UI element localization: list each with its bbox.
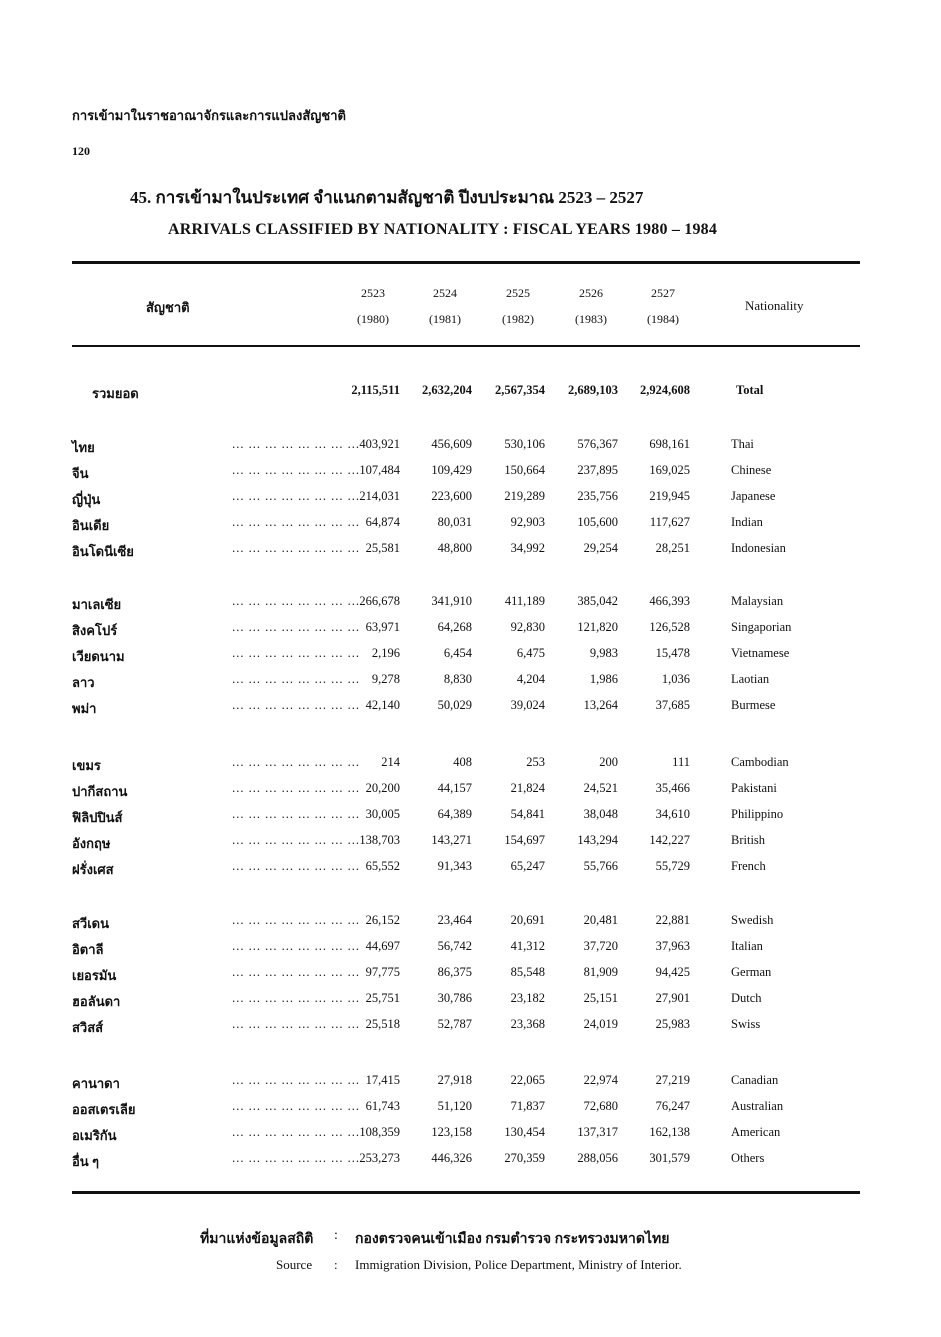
table-cell: 1,036: [661, 672, 690, 686]
table-cell: 154,697: [504, 833, 545, 847]
dot-leader: ... ... ... ... ... ... ... ...: [232, 913, 360, 927]
nationality-english: Dutch: [731, 991, 762, 1005]
table-cell: 266,678: [359, 594, 400, 608]
table-cell: 2,196: [371, 646, 400, 660]
table-row: [72, 991, 860, 1013]
page-number: 120: [72, 144, 90, 158]
table-cell: 219,945: [649, 489, 690, 503]
year-thai: 2525: [506, 286, 530, 300]
table-cell: 126,528: [649, 620, 690, 634]
table-cell: 20,200: [365, 781, 400, 795]
dot-leader: ... ... ... ... ... ... ... ...: [232, 437, 360, 451]
table-cell: 288,056: [577, 1151, 618, 1165]
dot-leader: ... ... ... ... ... ... ... ...: [232, 939, 360, 953]
year-thai: 2526: [579, 286, 603, 300]
table-cell: 15,478: [655, 646, 690, 660]
table-cell: 44,157: [437, 781, 472, 795]
table-cell: 27,918: [437, 1073, 472, 1087]
table-cell: 107,484: [359, 463, 400, 477]
dot-leader: ... ... ... ... ... ... ... ...: [232, 489, 360, 503]
table-cell: 301,579: [649, 1151, 690, 1165]
table-cell: 71,837: [510, 1099, 545, 1113]
table-cell: 698,161: [649, 437, 690, 451]
table-cell: 6,454: [443, 646, 472, 660]
table-cell: 411,189: [504, 594, 545, 608]
nationality-english: Swiss: [731, 1017, 761, 1031]
table-cell: 108,359: [359, 1125, 400, 1139]
column-header-year: [342, 280, 404, 332]
table-cell: 17,415: [365, 1073, 400, 1087]
dot-leader: ... ... ... ... ... ... ... ...: [232, 859, 360, 873]
nationality-english: Japanese: [731, 489, 776, 503]
nationality-thai: อินโดนีเซีย: [72, 544, 134, 559]
table-cell: 253: [526, 755, 545, 769]
table-row: [72, 1125, 860, 1147]
table-cell: 28,251: [655, 541, 690, 555]
year-thai: 2524: [433, 286, 457, 300]
table-cell: 42,140: [365, 698, 400, 712]
table-row: [72, 781, 860, 803]
table-cell: 97,775: [365, 965, 400, 979]
table-cell: 21,824: [510, 781, 545, 795]
table-cell: 137,317: [577, 1125, 618, 1139]
table-row: [72, 755, 860, 777]
dot-leader: ... ... ... ... ... ... ... ...: [232, 781, 360, 795]
dot-leader: ... ... ... ... ... ... ... ...: [232, 833, 360, 847]
nationality-english: French: [731, 859, 766, 873]
nationality-thai: ออสเตรเลีย: [72, 1102, 136, 1117]
table-cell: 2,689,103: [568, 383, 618, 397]
total-label-thai: รวมยอด: [92, 386, 139, 401]
table-cell: 72,680: [583, 1099, 618, 1113]
table-cell: 341,910: [431, 594, 472, 608]
table-cell: 25,151: [583, 991, 618, 1005]
table-row: [72, 965, 860, 987]
column-header-nationality-english: Nationality: [745, 298, 804, 313]
nationality-thai: จีน: [72, 466, 89, 481]
table-cell: 51,120: [437, 1099, 472, 1113]
table-cell: 23,182: [510, 991, 545, 1005]
table-row: [72, 489, 860, 511]
table-row: [72, 463, 860, 485]
table-row: [72, 939, 860, 961]
table-cell: 130,454: [504, 1125, 545, 1139]
table-cell: 30,786: [437, 991, 472, 1005]
table-cell: 2,567,354: [495, 383, 545, 397]
dot-leader: ... ... ... ... ... ... ... ...: [232, 807, 360, 821]
table-cell: 408: [453, 755, 472, 769]
table-cell: 121,820: [577, 620, 618, 634]
nationality-thai: เยอรมัน: [72, 968, 117, 983]
table-cell: 237,895: [577, 463, 618, 477]
source-text-english: Immigration Division, Police Department, Ministry of Interior.: [355, 1257, 682, 1272]
table-row: [72, 698, 860, 720]
column-header-year: [560, 280, 622, 332]
nationality-thai: อินเดีย: [72, 518, 110, 533]
table-cell: 142,227: [649, 833, 690, 847]
nationality-english: Canadian: [731, 1073, 779, 1087]
table-cell: 117,627: [649, 515, 690, 529]
column-header-year: [632, 280, 694, 332]
table-cell: 223,600: [431, 489, 472, 503]
year-gregorian: (1984): [647, 312, 679, 326]
dot-leader: ... ... ... ... ... ... ... ...: [232, 620, 360, 634]
table-cell: 20,691: [510, 913, 545, 927]
dot-leader: ... ... ... ... ... ... ... ...: [232, 1073, 360, 1087]
source-label-thai: ที่มาแห่งข้อมูลสถิติ: [200, 1232, 314, 1247]
nationality-english: Philippino: [731, 807, 784, 821]
table-cell: 2,115,511: [351, 383, 400, 397]
year-gregorian: (1980): [357, 312, 389, 326]
table-title-english: ARRIVALS CLASSIFIED BY NATIONALITY : FISCAL YEARS 1980 – 1984: [168, 221, 718, 238]
dot-leader: ... ... ... ... ... ... ... ...: [232, 541, 360, 555]
nationality-english: Malaysian: [731, 594, 784, 608]
table-cell: 123,158: [431, 1125, 472, 1139]
year-thai: 2527: [651, 286, 675, 300]
year-thai: 2523: [361, 286, 385, 300]
nationality-thai: ลาว: [72, 675, 95, 690]
table-cell: 576,367: [577, 437, 618, 451]
table-cell: 13,264: [583, 698, 618, 712]
dot-leader: ... ... ... ... ... ... ... ...: [232, 698, 360, 712]
nationality-thai: สวิสส์: [72, 1020, 104, 1035]
column-header-nationality-thai: สัญชาติ: [146, 300, 190, 315]
table-cell: 55,766: [583, 859, 618, 873]
source-label-english: Source: [276, 1257, 313, 1272]
table-top-rule: [72, 261, 860, 264]
table-cell: 253,273: [359, 1151, 400, 1165]
nationality-thai: ญี่ปุ่น: [72, 492, 101, 507]
table-cell: 81,909: [583, 965, 618, 979]
nationality-thai: ฝรั่งเศส: [72, 862, 114, 877]
header-bottom-rule: [72, 345, 860, 347]
table-cell: 270,359: [504, 1151, 545, 1165]
table-cell: 61,743: [365, 1099, 400, 1113]
nationality-english: Indian: [731, 515, 763, 529]
nationality-english: Laotian: [731, 672, 770, 686]
table-cell: 9,983: [589, 646, 618, 660]
table-cell: 37,963: [655, 939, 690, 953]
table-cell: 48,800: [437, 541, 472, 555]
table-cell: 6,475: [516, 646, 545, 660]
nationality-english: Indonesian: [731, 541, 786, 555]
table-row: [72, 1017, 860, 1039]
table-cell: 27,219: [655, 1073, 690, 1087]
table-cell: 56,742: [437, 939, 472, 953]
table-cell: 39,024: [510, 698, 545, 712]
source-separator: :: [334, 1228, 338, 1243]
nationality-english: Chinese: [731, 463, 772, 477]
nationality-thai: พม่า: [72, 701, 97, 716]
table-cell: 37,685: [655, 698, 690, 712]
dot-leader: ... ... ... ... ... ... ... ...: [232, 594, 360, 608]
table-cell: 109,429: [431, 463, 472, 477]
table-cell: 22,974: [583, 1073, 618, 1087]
table-cell: 214: [381, 755, 400, 769]
table-row: [72, 594, 860, 616]
table-row: [72, 1099, 860, 1121]
dot-leader: ... ... ... ... ... ... ... ...: [232, 646, 360, 660]
table-cell: 530,106: [504, 437, 545, 451]
table-row: [72, 646, 860, 668]
source-separator: :: [334, 1257, 338, 1272]
table-cell: 143,294: [577, 833, 618, 847]
nationality-english: Italian: [731, 939, 763, 953]
nationality-english: Singaporian: [731, 620, 792, 634]
nationality-thai: อิตาลี: [72, 942, 104, 957]
table-cell: 2,924,608: [640, 383, 690, 397]
table-cell: 27,901: [655, 991, 690, 1005]
table-cell: 92,903: [510, 515, 545, 529]
nationality-thai: อื่น ๆ: [72, 1154, 99, 1169]
nationality-english: Australian: [731, 1099, 784, 1113]
nationality-english: Swedish: [731, 913, 774, 927]
running-header: การเข้ามาในราชอาณาจักรและการแปลงสัญชาติ: [72, 108, 346, 123]
table-cell: 38,048: [583, 807, 618, 821]
table-row: [72, 620, 860, 642]
table-row: [72, 672, 860, 694]
dot-leader: ... ... ... ... ... ... ... ...: [232, 755, 360, 769]
dot-leader: ... ... ... ... ... ... ... ...: [232, 1125, 360, 1139]
nationality-thai: อเมริกัน: [72, 1128, 117, 1143]
table-row: [72, 515, 860, 537]
table-cell: 76,247: [655, 1099, 690, 1113]
nationality-thai: มาเลเซีย: [72, 597, 122, 612]
table-cell: 26,152: [365, 913, 400, 927]
table-cell: 91,343: [437, 859, 472, 873]
nationality-thai: ไทย: [72, 440, 95, 455]
nationality-english: British: [731, 833, 766, 847]
column-header-year: [487, 280, 549, 332]
nationality-english: Pakistani: [731, 781, 777, 795]
table-cell: 214,031: [359, 489, 400, 503]
nationality-thai: เขมร: [72, 758, 101, 773]
source-text-thai: กองตรวจคนเข้าเมือง กรมตำรวจ กระทรวงมหาดไทย: [355, 1232, 670, 1247]
table-row: [72, 859, 860, 881]
table-cell: 50,029: [437, 698, 472, 712]
table-cell: 64,389: [437, 807, 472, 821]
table-cell: 23,368: [510, 1017, 545, 1031]
nationality-english: Burmese: [731, 698, 776, 712]
nationality-thai: สิงคโปร์: [72, 623, 118, 638]
table-cell: 446,326: [431, 1151, 472, 1165]
table-cell: 111: [672, 755, 690, 769]
table-cell: 65,552: [365, 859, 400, 873]
table-row: [72, 437, 860, 459]
table-cell: 30,005: [365, 807, 400, 821]
table-row: [72, 807, 860, 829]
table-cell: 9,278: [371, 672, 400, 686]
table-cell: 200: [599, 755, 618, 769]
table-cell: 86,375: [437, 965, 472, 979]
nationality-thai: ฟิลิปปินส์: [72, 810, 123, 825]
nationality-english: Cambodian: [731, 755, 789, 769]
nationality-thai: คานาดา: [72, 1076, 120, 1091]
table-cell: 385,042: [577, 594, 618, 608]
table-cell: 4,204: [516, 672, 545, 686]
dot-leader: ... ... ... ... ... ... ... ...: [232, 991, 360, 1005]
nationality-thai: อังกฤษ: [72, 836, 111, 851]
dot-leader: ... ... ... ... ... ... ... ...: [232, 1017, 360, 1031]
dot-leader: ... ... ... ... ... ... ... ...: [232, 672, 360, 686]
table-row: [72, 913, 860, 935]
table-cell: 64,874: [365, 515, 400, 529]
table-bottom-rule: [72, 1191, 860, 1194]
table-cell: 20,481: [583, 913, 618, 927]
table-cell: 403,921: [359, 437, 400, 451]
table-cell: 138,703: [359, 833, 400, 847]
table-cell: 105,600: [577, 515, 618, 529]
table-cell: 55,729: [655, 859, 690, 873]
nationality-english: Others: [731, 1151, 765, 1165]
table-cell: 34,992: [510, 541, 545, 555]
table-cell: 22,065: [510, 1073, 545, 1087]
nationality-thai: ฮอลันดา: [72, 994, 121, 1009]
nationality-thai: สวีเดน: [72, 916, 110, 931]
table-cell: 150,664: [504, 463, 545, 477]
table-cell: 29,254: [583, 541, 618, 555]
nationality-english: Thai: [731, 437, 754, 451]
table-cell: 456,609: [431, 437, 472, 451]
table-cell: 92,830: [510, 620, 545, 634]
year-gregorian: (1981): [429, 312, 461, 326]
table-cell: 85,548: [510, 965, 545, 979]
table-cell: 54,841: [510, 807, 545, 821]
table-cell: 219,289: [504, 489, 545, 503]
total-label-english: Total: [736, 383, 764, 397]
table-cell: 94,425: [655, 965, 690, 979]
table-cell: 37,720: [583, 939, 618, 953]
table-cell: 23,464: [437, 913, 472, 927]
table-cell: 143,271: [431, 833, 472, 847]
nationality-thai: เวียดนาม: [72, 649, 125, 664]
table-row: [72, 541, 860, 563]
nationality-english: Vietnamese: [731, 646, 790, 660]
year-gregorian: (1982): [502, 312, 534, 326]
column-header-year: [414, 280, 476, 332]
table-cell: 25,581: [365, 541, 400, 555]
table-cell: 63,971: [365, 620, 400, 634]
table-cell: 24,521: [583, 781, 618, 795]
table-cell: 25,983: [655, 1017, 690, 1031]
table-cell: 22,881: [655, 913, 690, 927]
table-cell: 169,025: [649, 463, 690, 477]
table-row: [72, 833, 860, 855]
table-cell: 25,518: [365, 1017, 400, 1031]
table-cell: 41,312: [510, 939, 545, 953]
table-cell: 235,756: [577, 489, 618, 503]
table-cell: 35,466: [655, 781, 690, 795]
table-cell: 52,787: [437, 1017, 472, 1031]
dot-leader: ... ... ... ... ... ... ... ...: [232, 463, 360, 477]
table-cell: 64,268: [437, 620, 472, 634]
dot-leader: ... ... ... ... ... ... ... ...: [232, 515, 360, 529]
table-row: [72, 1073, 860, 1095]
table-cell: 24,019: [583, 1017, 618, 1031]
table-cell: 65,247: [510, 859, 545, 873]
total-row: [72, 383, 860, 405]
table-title-thai: 45. การเข้ามาในประเทศ จำแนกตามสัญชาติ ปีงบประมาณ 2523 – 2527: [130, 188, 644, 207]
table-cell: 2,632,204: [422, 383, 472, 397]
table-cell: 34,610: [655, 807, 690, 821]
table-cell: 80,031: [437, 515, 472, 529]
year-gregorian: (1983): [575, 312, 607, 326]
dot-leader: ... ... ... ... ... ... ... ...: [232, 1099, 360, 1113]
table-cell: 25,751: [365, 991, 400, 1005]
table-row: [72, 1151, 860, 1173]
dot-leader: ... ... ... ... ... ... ... ...: [232, 965, 360, 979]
table-cell: 162,138: [649, 1125, 690, 1139]
nationality-english: American: [731, 1125, 781, 1139]
nationality-thai: ปากีสถาน: [72, 784, 128, 799]
table-cell: 466,393: [649, 594, 690, 608]
dot-leader: ... ... ... ... ... ... ... ...: [232, 1151, 360, 1165]
nationality-english: German: [731, 965, 772, 979]
table-cell: 8,830: [443, 672, 472, 686]
table-cell: 1,986: [589, 672, 618, 686]
table-cell: 44,697: [365, 939, 400, 953]
